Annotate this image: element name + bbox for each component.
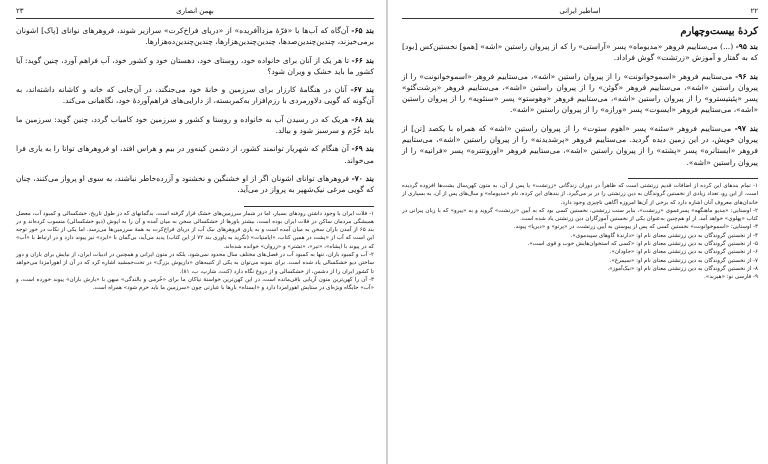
left-paragraph bbox=[16, 143, 374, 166]
paragraph-text: فروهرهای توانای اشونان اگر از او خشنگین و نخشنود و آزرده‌خاطر نباشند، به سوی او پرواز می‌کنند، چنان که گویی مرغی نیک‌شهپر به پرواز در می‌آید. bbox=[16, 173, 374, 195]
right-paragraph bbox=[402, 123, 758, 168]
paragraph-label: بند ۹۵- bbox=[735, 42, 758, 51]
left-paragraph bbox=[16, 84, 374, 107]
paragraph-text: آن‌گاه که آب‌ها با «فرّهٔ مزدا‌آفریده» از «دریای فراخ‌کرت» سرازیر شوند، فروهرهای نوانای [پاک] اشونان برمی‌خیزند، چندین‌چندین‌صدها، چندین‌چندین‌هزارها، چندین‌چندین‌ده‌هزارها. bbox=[16, 26, 374, 47]
paragraph-label: بند ۹۶- bbox=[735, 71, 758, 81]
left-body bbox=[16, 25, 374, 196]
paragraph-text: هریک که در رسیدن آب به خانواده و روستا و کشور و سرزمین خود کامیاب گردد، چنین گوید: سرزمین ما باید خُرّم و سرسبز شود و بیالد. bbox=[16, 114, 374, 136]
right-page-number: ۲۲ bbox=[750, 7, 758, 15]
right-running-title: اساطیر ایرانی bbox=[559, 7, 601, 15]
paragraph-text: آنان در هنگامهٔ کارزار برای سرزمین و خانهٔ خود می‌جنگند، در آن‌جایی که خانه و کاشانه داشته‌اند، به آن‌گونه که گویی دلاورمردی با رزم‌افزار به‌کمربسته، از دارایی‌های فراهم‌آوردهٔ خود، نگاهبانی می‌کند. bbox=[16, 85, 374, 106]
paragraph-label: بند ۶۷- bbox=[350, 85, 374, 95]
left-page-number: ۲۳ bbox=[16, 7, 24, 15]
paragraph-label: بند ۶۸- bbox=[351, 114, 374, 124]
footnote: ۴- از نخستین گروندگان به دین زرتشتی معنای نام او: «دارندهٔ گاوهای سپیدموی». bbox=[570, 232, 758, 239]
paragraph-text: آن هنگام که شهریار توانمند کشور، از دشمن کینه‌ور در بیم و هراس افتد، او فروهرهای توانا را به یاری فرا می‌خواند. bbox=[16, 144, 374, 165]
right-footnote-rule bbox=[628, 178, 758, 179]
paragraph-label: بند ۹۷- bbox=[734, 123, 758, 133]
left-paragraph bbox=[16, 173, 374, 196]
right-page-header bbox=[402, 4, 758, 19]
paragraph-text: می‌ستاییم فروهر «سئنه» پسر «اهوم ستوت» را از پیروان راستین «اشه» که همراه با یکصد [تن] از پیروان خویش، در این زمین دیده گردید. می‌ستاییم فروهر «پرشدیدنه» را از پیروان راستین «اشه»، می‌ستاییم فروهر «ایستانره» پسر «پشته» را از پیروان راستین «اشه»، می‌ستاییم فروهر «اوروتتنره» پسر «فرانیه» را از پیروان راستین «اشه». bbox=[402, 123, 758, 167]
left-footnotes bbox=[16, 210, 374, 293]
footnote: ۸- از نخستین گروندگان به دین زرتشتی معنای نام او: «نیک‌آموز». bbox=[607, 265, 758, 272]
left-footnote-rule bbox=[244, 206, 374, 207]
paragraph-text: تا هر یک از آنان برای خانواده خود، روستای خود، دهستان خود و کشور خود، آب فراهم آورد، چنین گوید: آیا کشور ما باید خشک و ویران شود؟ bbox=[16, 55, 374, 76]
section-title: کردهٔ بیست‌وچهارم bbox=[680, 26, 758, 37]
right-footnotes bbox=[402, 182, 758, 282]
footnote: ۶- از نخستین گروندگان به دین زرتشتی معنای نام او: «جاودان». bbox=[609, 249, 758, 256]
footnote: ۲- آب و کمبود باران، تنها به کمبود آب در فصل‌های مختلف سال محدود نمی‌شود. بلکه در متون ایرانی و همچنین در ادبیات ایران، از نیایش برای باران و دور ساختن دیو خشکسالی یاد شده است. برای نمونه می‌توان به یکی از کتیبه‌های «داریوش بزرگ» در تخت‌جمشید اشاره کرد که در آن از اهورامزدا می‌خواهد تا کشور ایران را از دشمن، از خشکسالی و از دروغ نگاه دارد (کنت، شارپ، ب، ۸۱). bbox=[16, 252, 374, 275]
right-paragraph bbox=[402, 41, 758, 64]
left-paragraph bbox=[16, 25, 374, 48]
paragraph-label: بند ۷۰- bbox=[351, 173, 374, 183]
paragraph-label: بند ۶۹- bbox=[351, 144, 374, 154]
right-paragraph bbox=[402, 71, 758, 116]
right-page bbox=[388, 0, 768, 464]
footnote: ۵- از نخستین گروندگان به دین زرتشتی معنای نام او: «کسی که استخوان‌هایش خوب و قوی است». bbox=[527, 241, 758, 248]
left-page-header bbox=[16, 4, 374, 19]
paragraph-label: بند ۶۶- bbox=[351, 55, 374, 65]
paragraph-text: می‌ستاییم فروهر «اسموخوانونت» را از پیروان راستین «اشه»، می‌ستاییم فروهر «اسموخوانونت» را از پیروان راستین «اشه»، می‌ستاییم فروهر «گوئن» را از پیروان راستین «اشه»، می‌ستاییم فروهر «پرشت‌گئو» پسر «پئیتیسترو» را از پیروان راستین «اشه»، می‌ستاییم فروهر «وهوستو» پسر «سنئویه» را از پیروان راستین «اشه»، می‌ستاییم فروهر «ایسوت» پسر «ورازه» را از پیروان راستین «اشه». bbox=[402, 71, 758, 115]
left-paragraph bbox=[16, 114, 374, 137]
footnote: ۷- از نخستین گروندگان به دین زرتشتی معنای نام او: «سیمرغ». bbox=[609, 257, 758, 264]
footnote: ۱- تمام بندهای این کرده از اضافات قدیم زرتشتی است که ظاهراً در دوران زندگانی «زرتشت» یا پس از آن، به متون کهن‌سال یشت‌ها افزوده گردیده است. از این رو، تعداد زیادی از نخستین گروندگان به دین زرتشتی را در بر می‌گیرد. از بندهای این کرده، نام «مدیوماه» و سال‌های پس از آن، به بسیاری از خاندان‌های معروف آنان اشاره دارد که برخی از آن‌ها امروزه آگاهی ناچیزی وجود دارد. bbox=[402, 182, 758, 206]
right-body bbox=[402, 41, 758, 168]
paragraph-text: (...) می‌ستاییم فروهر «مدیوماه» پسر «آراستی» را که از پیروان راستین «اشه» [همو] نخستین‌کس [بود] که به گفتار و آموزش «زرتشت» گوش فراداد. bbox=[402, 42, 758, 63]
footnote: ۳- اوستایی: «اسموخوانونت» نخستین کسی که پس از پیوستن به آیین زرتشت، در «پرتو» و «دیرپا» پیوند. bbox=[513, 224, 758, 231]
footnote: ۳- آن را کهن‌ترین متون آریایی باقی‌مانده است، در این کهن‌ترین خواستهٔ نیاکان ما برای «خُرمی و بالندگی» میهن با «بارش باران» پیوند خورده است، و «آب» جایگاه ویژه‌ای در ستایش اهورامزدا دارد و «ایستاه» بارها با عبارتی چون «سرزمین ما باید خرم شود» همراه است. bbox=[16, 276, 374, 292]
paragraph-label: بند ۶۵- bbox=[351, 26, 374, 35]
left-paragraph bbox=[16, 55, 374, 78]
left-running-title: بهمن انصاری bbox=[176, 7, 214, 15]
footnote: ۲- اوستایی: «مدیو ماهنگهه» پسرعموی «زرتشت»، بنابر سنت زرتشتی، نخستین کسی بود که به آیین «زرتشت» گروید و به «پیرو» که با زبان پیرانی در کتاب «پهلوی» خواهد آمد. از او هم‌چنین به‌عنوان یکی از نخستین آموزگاران دین زرتشتی یاد شده است. bbox=[402, 207, 758, 223]
footnote: ۱- فلات ایران با وجود داشتن رودهای بسیار، اما در شمار سرزمین‌های خشک قرار گرفته است. بدگمانهای که در طول تاریخ، خشکسالی و کمبود آب، معضل همیشگی مردمان ساکن در فلات ایران بوده است، بیشتر باورها از خشکسالی سخن به میان آمده و آن را به اپوش (دیو خشکسالی) منسوب کرده‌اند و در بند ۶۵ از آمدن باران سخن به میان آمده است و به یاری فروهرهای نیک آب از دریای فراخ‌کرت به همهٔ سرزمین‌ها می‌رسد. اما یکی از نکات در خور توجه این است که آب از «پشت در همین کتاب، «اپامنپات» (نگرید به یاوری بند ۷۲ از این کتاب) پدید می‌آید، بی‌گمان با «ایزد» نیز پیوند دارد و در ارتباط با «آب» که در پیوند با اپشاه»، «تیر»، «تشتر» و «زروان» خوانده شده‌اند. bbox=[16, 210, 374, 250]
footnote: ۹- فارسی نو: «هیربد». bbox=[704, 274, 758, 281]
